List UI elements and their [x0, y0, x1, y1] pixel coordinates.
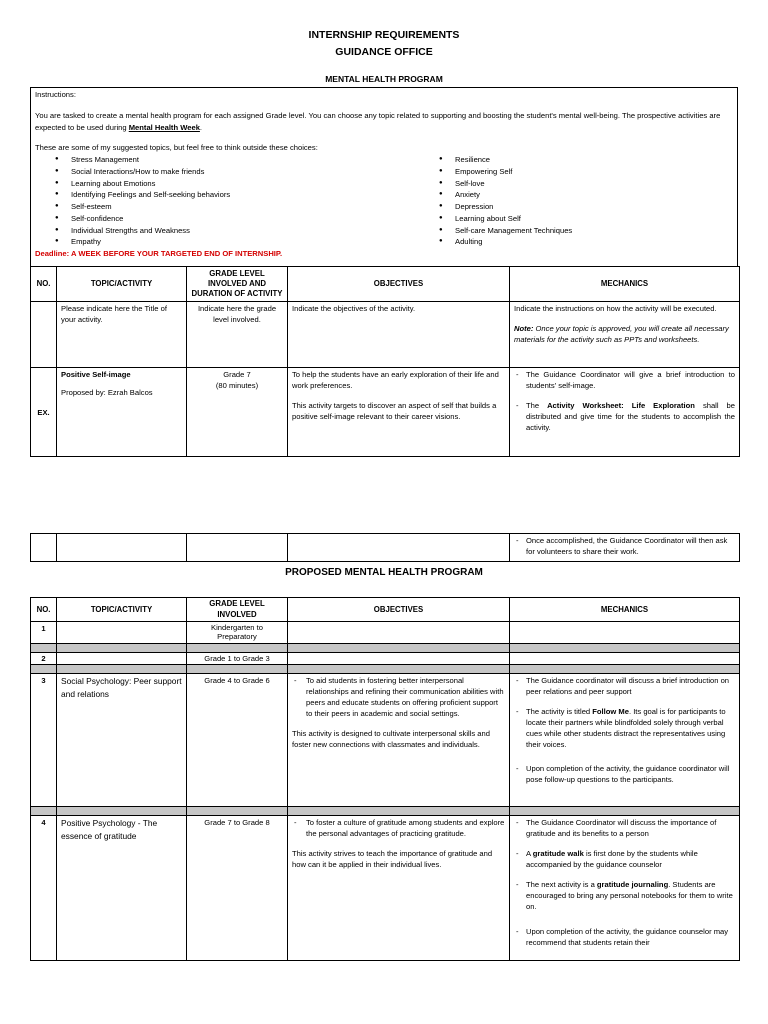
- topic-item: ● Empathy: [35, 236, 419, 248]
- example-objectives: To help the students have an early exploration of their life and work preferences. This activity targets to discover an aspect of self that builds a positive self-image relevant to their career visions.: [288, 368, 510, 457]
- example-topic: Positive Self-image: [61, 370, 131, 379]
- row4-objectives: - To foster a culture of gratitude among students and explore the personal advantages of practicing gratitude. This activity strives to teach the importance of gratitude and how can it be applied in their individual lives.: [288, 816, 510, 961]
- row3-objectives: - To aid students in fostering better interpersonal relationships and refining their communication abilities with peers and educate students on offering proficient support to their peers in academic and social settings. This activity is designed to cultivate interpersonal skills and foster new connections with classmates and individuals.: [288, 674, 510, 807]
- document-title: INTERNSHIP REQUIREMENTS: [308, 29, 460, 41]
- topic-item: ● Social Interactions/How to make friends: [35, 166, 419, 178]
- topic-item: ● Self-confidence: [35, 213, 419, 225]
- instructions-box: [30, 87, 738, 267]
- document-subtitle: GUIDANCE OFFICE: [335, 46, 433, 58]
- topic-item: ● Self-love: [419, 178, 719, 190]
- proposed-program-table: [30, 597, 740, 961]
- example-no: EX.: [31, 368, 57, 457]
- topic-item: ● Learning about Emotions: [35, 178, 419, 190]
- header2-topic: TOPIC/ACTIVITY: [57, 598, 187, 622]
- mental-health-week-text: Mental Health Week: [128, 122, 200, 132]
- topic-item: ● Learning about Self: [419, 213, 719, 225]
- header2-objectives: OBJECTIVES: [288, 598, 510, 622]
- row3-mechanics: - The Guidance coordinator will discuss a brief introduction on peer relations and peer support - The activity is titled Follow Me. Its goal is for participants to locate their partners while blindfolded solely through verbal cues while other students distract the representatives using their voices. - Upon completion of the activity, the guidance coordinator will pose follow-up questions to the participants.: [510, 674, 740, 807]
- suggested-topics-intro: These are some of my suggested topics, but feel free to think outside these choices:: [35, 143, 318, 153]
- topic-item: ● Identifying Feelings and Self-seeking behaviors: [35, 189, 419, 201]
- instructions-label: Instructions:: [35, 90, 76, 99]
- guide-objectives: Indicate the objectives of the activity.: [288, 302, 510, 368]
- topic-item: ● Adulting: [419, 236, 719, 248]
- topic-item: ● Self-care Management Techniques: [419, 225, 719, 237]
- example-proposed-by: Proposed by: Ezrah Balcos: [61, 388, 153, 397]
- example-row: [31, 368, 740, 457]
- header2-no: NO.: [31, 598, 57, 622]
- topic-item: ● Empowering Self: [419, 166, 719, 178]
- row4-grade: Grade 7 to Grade 8: [187, 816, 288, 961]
- topics-list-left: [35, 154, 419, 248]
- deadline-text: Deadline: A WEEK BEFORE YOUR TARGETED END OF INTERNSHIP.: [35, 249, 283, 259]
- section-title: MENTAL HEALTH PROGRAM: [325, 74, 443, 84]
- separator-row: [31, 665, 740, 674]
- guide-mechanics: Indicate the instructions on how the activity will be executed. Note: Once your topic is approved, you will create all necessary materials for the activity such as PPTs and worksheets.: [510, 302, 740, 368]
- proposed-program-title: PROPOSED MENTAL HEALTH PROGRAM: [285, 567, 483, 578]
- example-grade-cell: Grade 7 (80 minutes): [187, 368, 288, 457]
- guide-note: Note: Once your topic is approved, you will create all necessary materials for the activity such as PPTs and worksheets.: [514, 324, 729, 344]
- example-topic-cell: [57, 368, 187, 457]
- topics-list-right: [419, 154, 719, 248]
- guide-row: [31, 302, 740, 368]
- program-row-4: 4 Positive Psychology - The essence of gratitude Grade 7 to Grade 8 - To foster a culture of gratitude among students and explore the personal advantages of practicing gratitude. This activity strives to teach the importance of gratitude and how can it be applied in their individual lives. - The Guidance Coordinator will discuss the importance of gratitude and its benefits to a person - A gratitude walk is first done by the students while accompanied by the guidance counselor - The next activity is a gratitude journaling. Students are encouraged to bring any personal notebooks for them to write on. - Upon completion of the activity, the guidance counselor may recommend that students retain their: [31, 816, 740, 961]
- continued-table: [30, 533, 740, 562]
- row4-topic: Positive Psychology - The essence of gratitude: [57, 816, 187, 961]
- instructions-paragraph: You are tasked to create a mental health program for each assigned Grade level. You can choose any topic related to supporting and boosting the student's mental well-being. The prospective activities are expected to be used during Mental Health Week.: [35, 110, 721, 132]
- header2-mechanics: MECHANICS: [510, 598, 740, 622]
- topic-item: ● Stress Management: [35, 154, 419, 166]
- topic-item: ● Resilience: [419, 154, 719, 166]
- row4-mechanics: - The Guidance Coordinator will discuss the importance of gratitude and its benefits to a person - A gratitude walk is first done by the students while accompanied by the guidance counselor - The next activity is a gratitude journaling. Students are encouraged to bring any personal notebooks for them to write on. - Upon completion of the activity, the guidance counselor may recommend that students retain their: [510, 816, 740, 961]
- separator-row: [31, 644, 740, 653]
- header-objectives: OBJECTIVES: [288, 267, 510, 302]
- row3-topic: Social Psychology: Peer support and relations: [57, 674, 187, 807]
- guide-grade: Indicate here the grade level involved.: [187, 302, 288, 368]
- program-row-3: 3 Social Psychology: Peer support and relations Grade 4 to Grade 6 - To aid students in fostering better interpersonal relationships and refining their communication abilities with peers and educate students on offering proficient support to their peers in academic and social settings. This activity is designed to cultivate interpersonal skills and foster new connections with classmates and individuals. - The Guidance coordinator will discuss a brief introduction on peer relations and peer support - The activity is titled Follow Me. Its goal is for participants to locate their partners while blindfolded solely through verbal cues while other students distract the representatives using their voices. - Upon completion of the activity, the guidance coordinator will pose follow-up questions to the participants.: [31, 674, 740, 807]
- topic-item: ● Self-esteem: [35, 201, 419, 213]
- topic-item: ● Anxiety: [419, 189, 719, 201]
- separator-row: [31, 807, 740, 816]
- program-row-1: 1 Kindergarten to Preparatory: [31, 621, 740, 644]
- topic-item: ● Depression: [419, 201, 719, 213]
- requirements-table: [30, 266, 740, 457]
- continued-mechanics: - Once accomplished, the Guidance Coordinator will then ask for volunteers to share their work.: [510, 534, 740, 562]
- example-mechanics: - The Guidance Coordinator will give a brief introduction to students' self-image. - The Activity Worksheet: Life Exploration shall be distributed and give time for the students to accomplish the activity.: [510, 368, 740, 457]
- header-topic: TOPIC/ACTIVITY: [57, 267, 187, 302]
- header-grade: GRADE LEVEL INVOLVED AND DURATION OF ACTIVITY: [187, 267, 288, 302]
- header2-grade: GRADE LEVEL INVOLVED: [187, 598, 288, 622]
- program-row-2: 2 Grade 1 to Grade 3: [31, 653, 740, 665]
- topic-item: ● Individual Strengths and Weakness: [35, 225, 419, 237]
- guide-topic: Please indicate here the Title of your activity.: [57, 302, 187, 368]
- row3-grade: Grade 4 to Grade 6: [187, 674, 288, 807]
- header-no: NO.: [31, 267, 57, 302]
- header-mechanics: MECHANICS: [510, 267, 740, 302]
